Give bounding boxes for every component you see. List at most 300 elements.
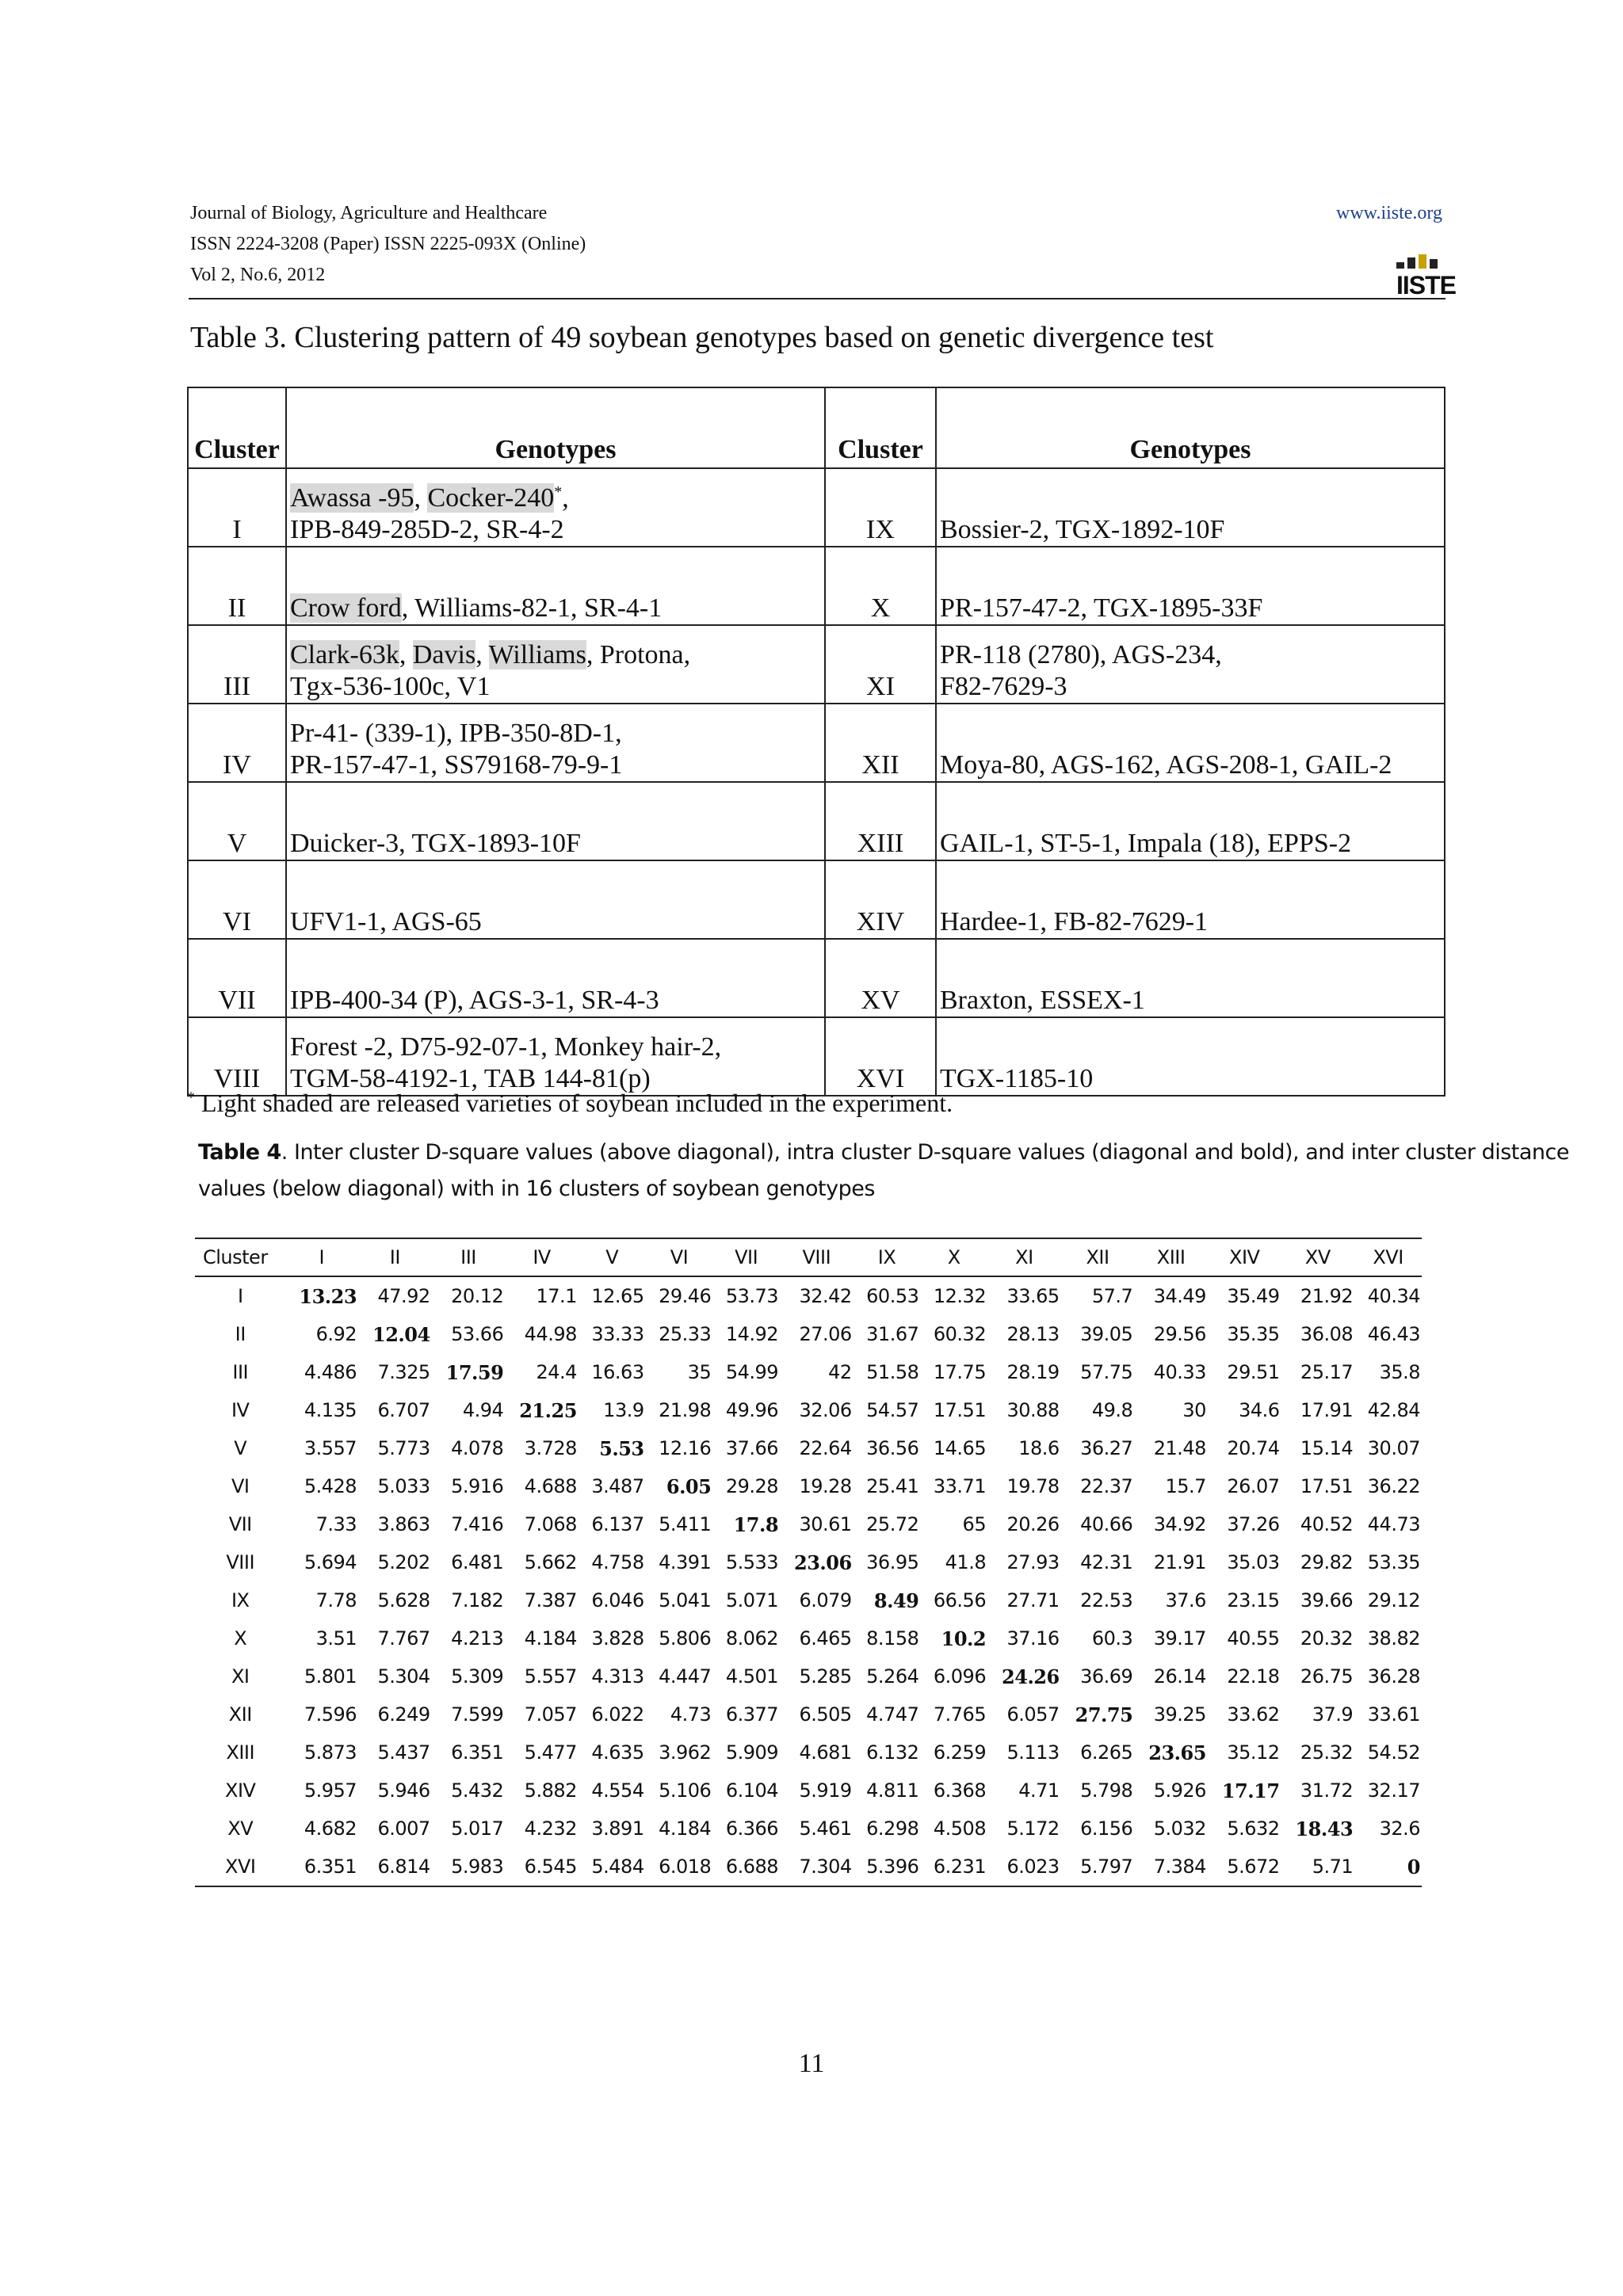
table4-cell: 6.057 bbox=[1006, 1703, 1060, 1726]
table4-cell: 5.957 bbox=[304, 1779, 357, 1802]
table4-cell: 5.172 bbox=[1006, 1817, 1060, 1840]
table4-cell: 14.65 bbox=[933, 1437, 987, 1459]
header-divider bbox=[189, 298, 1445, 299]
table4-row-label: I bbox=[237, 1285, 243, 1307]
journal-title: Journal of Biology, Agriculture and Healthcare bbox=[190, 203, 548, 223]
table3-genotypes-cell: Crow ford, Williams-82-1, SR-4-1 bbox=[286, 547, 825, 625]
table4-col-header: II bbox=[358, 1238, 432, 1276]
table3-cluster-cell: IV bbox=[188, 704, 286, 782]
table4-cell: 6.023 bbox=[987, 1848, 1061, 1886]
table4-cell: 4.447 bbox=[659, 1665, 712, 1688]
table4-cell: 60.3 bbox=[1091, 1627, 1133, 1650]
table4-cell: 4.184 bbox=[659, 1817, 712, 1840]
table4-cell: 17.1 bbox=[536, 1285, 577, 1307]
table4-caption-text: . Inter cluster D-square values (above diagonal), intra cluster D-square values (diagonal and bold), and inter cluster distance values (below diagonal) with in 16 clusters of soybean genotypes bbox=[198, 1140, 1569, 1201]
table4-cell: 4.501 bbox=[725, 1665, 779, 1688]
table4-cell: 6.104 bbox=[725, 1779, 779, 1802]
table4-diagonal-cell: 17.59 bbox=[445, 1360, 504, 1384]
journal-header bbox=[190, 198, 586, 291]
table4-cell: 5.017 bbox=[451, 1817, 504, 1840]
table4-diagonal-cell: 5.53 bbox=[599, 1436, 644, 1460]
table3-cluster-cell: XIV bbox=[825, 860, 936, 939]
table4-cell: 6.707 bbox=[377, 1399, 430, 1421]
table4-cell: 5.202 bbox=[377, 1551, 430, 1573]
table4-col-header: I bbox=[285, 1238, 358, 1276]
table4-cell: 42 bbox=[828, 1361, 852, 1383]
table4-row bbox=[195, 1505, 1422, 1543]
table4-cell: 20.74 bbox=[1227, 1437, 1280, 1459]
table4-cell: 33.65 bbox=[1006, 1285, 1060, 1307]
table4-cell: 39.05 bbox=[1080, 1323, 1133, 1345]
table3-cluster-cell: VIII bbox=[188, 1017, 286, 1096]
table4-cell: 40.55 bbox=[1227, 1627, 1280, 1650]
table4-cell: 6.007 bbox=[377, 1817, 430, 1840]
table4-cell: 5.628 bbox=[377, 1589, 430, 1611]
table4-cell: 46.43 bbox=[1367, 1323, 1420, 1345]
table4-row bbox=[195, 1695, 1422, 1733]
table4-cell: 5.304 bbox=[377, 1665, 430, 1688]
table4-cell: 21.98 bbox=[659, 1399, 712, 1421]
table4-row bbox=[195, 1276, 1422, 1315]
table4-cell: 38.82 bbox=[1367, 1627, 1420, 1650]
table4-cell: 53.73 bbox=[725, 1285, 779, 1307]
table4-diagonal-cell: 12.04 bbox=[372, 1322, 430, 1346]
table4-cell: 34.92 bbox=[1153, 1513, 1206, 1535]
table4-cell: 5.926 bbox=[1153, 1779, 1206, 1802]
table4-cell: 5.396 bbox=[854, 1848, 921, 1886]
table4-cell: 5.632 bbox=[1227, 1817, 1280, 1840]
table4-cell: 5.919 bbox=[799, 1779, 852, 1802]
table3-cluster-cell: V bbox=[188, 782, 286, 860]
table4-cell: 33.71 bbox=[933, 1475, 987, 1497]
table4-cell: 66.56 bbox=[933, 1589, 987, 1611]
table4-diagonal-cell: 8.49 bbox=[873, 1589, 919, 1612]
table4-diagonal-cell: 13.23 bbox=[299, 1284, 357, 1308]
table3-genotypes-cell: Hardee-1, FB-82-7629-1 bbox=[936, 860, 1445, 939]
table4-cell: 29.82 bbox=[1300, 1551, 1354, 1573]
table4-row-label: III bbox=[232, 1361, 249, 1383]
table4-cell: 36.27 bbox=[1080, 1437, 1133, 1459]
table4-cell: 5.806 bbox=[659, 1627, 712, 1650]
table4-cell: 33.62 bbox=[1227, 1703, 1280, 1726]
table4-cell: 5.773 bbox=[377, 1437, 430, 1459]
footnote-mark: * bbox=[187, 1089, 195, 1107]
table4-cell: 6.156 bbox=[1080, 1817, 1133, 1840]
table4-cell: 29.12 bbox=[1367, 1589, 1420, 1611]
table3-genotypes-cell: UFV1-1, AGS-65 bbox=[286, 860, 825, 939]
table4-cell: 65 bbox=[962, 1513, 987, 1535]
table4-cell: 17.75 bbox=[933, 1361, 987, 1383]
table4-cell: 4.554 bbox=[591, 1779, 644, 1802]
table4-cell: 6.92 bbox=[315, 1323, 357, 1345]
table4-cell: 35.03 bbox=[1227, 1551, 1280, 1573]
table4-cell: 33.33 bbox=[591, 1323, 644, 1345]
table4-cell: 13.9 bbox=[603, 1399, 644, 1421]
table4-cell: 27.71 bbox=[1006, 1589, 1060, 1611]
table4-col-header: X bbox=[920, 1238, 987, 1276]
table4-cell: 16.63 bbox=[591, 1361, 644, 1383]
table4-cell: 6.259 bbox=[933, 1741, 987, 1764]
table4-caption bbox=[198, 1135, 1569, 1207]
table3-genotypes-cell: TGX-1185-10 bbox=[936, 1017, 1445, 1096]
table3-cluster-cell: XI bbox=[825, 625, 936, 704]
page-number: 11 bbox=[798, 2049, 825, 2078]
table4-col-header: XIII bbox=[1134, 1238, 1208, 1276]
table3-row bbox=[188, 625, 1445, 704]
table4-cell: 7.057 bbox=[524, 1703, 577, 1726]
table4-diagonal-cell: 10.2 bbox=[941, 1627, 987, 1650]
journal-header-right bbox=[1336, 198, 1457, 306]
table4-cell: 3.51 bbox=[315, 1627, 357, 1650]
table4-cell: 6.351 bbox=[285, 1848, 358, 1886]
table4-cell: 37.16 bbox=[1006, 1627, 1060, 1650]
table4-cell: 49.96 bbox=[725, 1399, 779, 1421]
table4-cell: 3.962 bbox=[659, 1741, 712, 1764]
table3-cluster-cell: X bbox=[825, 547, 936, 625]
table4-cell: 12.65 bbox=[591, 1285, 644, 1307]
table4-cell: 6.688 bbox=[712, 1848, 780, 1886]
table3-genotypes-cell: Pr-41- (339-1), IPB-350-8D-1, PR-157-47-1, SS79168-79-9-1 bbox=[286, 704, 825, 782]
table3-genotypes-cell: IPB-400-34 (P), AGS-3-1, SR-4-3 bbox=[286, 939, 825, 1017]
table4-row bbox=[195, 1429, 1422, 1467]
table4-cell: 5.309 bbox=[451, 1665, 504, 1688]
table4-cell: 7.384 bbox=[1134, 1848, 1208, 1886]
table3-genotypes-cell: PR-157-47-2, TGX-1895-33F bbox=[936, 547, 1445, 625]
table4-cell: 51.58 bbox=[866, 1361, 919, 1383]
table4-cell: 6.249 bbox=[377, 1703, 430, 1726]
table4-cell: 17.91 bbox=[1300, 1399, 1354, 1421]
table4-cell: 20.32 bbox=[1300, 1627, 1354, 1650]
table4-header-row bbox=[195, 1238, 1422, 1276]
table3-header-genotypes-right: Genotypes bbox=[936, 387, 1445, 468]
table4-cell: 20.26 bbox=[1006, 1513, 1060, 1535]
table4-cell: 5.041 bbox=[659, 1589, 712, 1611]
table4-cell: 3.863 bbox=[377, 1513, 430, 1535]
table4-diagonal-cell: 27.75 bbox=[1075, 1703, 1133, 1726]
table4-cell: 5.801 bbox=[304, 1665, 357, 1688]
table4-cell: 5.033 bbox=[377, 1475, 430, 1497]
table4-cell: 36.56 bbox=[866, 1437, 919, 1459]
table4-cell: 12.16 bbox=[659, 1437, 712, 1459]
table4-row-label: XV bbox=[227, 1817, 254, 1840]
table4-cell: 3.828 bbox=[591, 1627, 644, 1650]
table4-cell: 5.477 bbox=[524, 1741, 577, 1764]
table3-row bbox=[188, 860, 1445, 939]
table3-genotypes-cell: GAIL-1, ST-5-1, Impala (18), EPPS-2 bbox=[936, 782, 1445, 860]
table4-row bbox=[195, 1772, 1422, 1810]
table4-cell: 5.694 bbox=[304, 1551, 357, 1573]
table3-genotypes-cell: Clark-63k, Davis, Williams, Protona, Tgx-536-100c, V1 bbox=[286, 625, 825, 704]
table4-cell: 12.32 bbox=[933, 1285, 987, 1307]
table4-cell: 5.798 bbox=[1080, 1779, 1133, 1802]
table4-cell: 6.505 bbox=[799, 1703, 852, 1726]
table4-cell: 35.12 bbox=[1227, 1741, 1280, 1764]
table4-col-header: IV bbox=[505, 1238, 579, 1276]
table3-cluster-cell: XV bbox=[825, 939, 936, 1017]
table4-row bbox=[195, 1848, 1422, 1886]
table4-cell: 7.387 bbox=[524, 1589, 577, 1611]
table4-cell: 5.032 bbox=[1153, 1817, 1206, 1840]
table4-cell: 49.8 bbox=[1091, 1399, 1133, 1421]
table4-cell: 5.946 bbox=[377, 1779, 430, 1802]
table4-cell: 5.882 bbox=[524, 1779, 577, 1802]
table4-cell: 5.71 bbox=[1281, 1848, 1355, 1886]
table4-cell: 47.92 bbox=[377, 1285, 430, 1307]
table4-cell: 4.508 bbox=[933, 1817, 987, 1840]
table3-cluster-cell: XVI bbox=[825, 1017, 936, 1096]
table4-diagonal-cell: 6.05 bbox=[666, 1474, 712, 1498]
table4-cell: 4.747 bbox=[866, 1703, 919, 1726]
table4-cell: 24.4 bbox=[536, 1361, 577, 1383]
table4-row bbox=[195, 1543, 1422, 1581]
table3-row bbox=[188, 1017, 1445, 1096]
table3-row bbox=[188, 468, 1445, 547]
table4-cell: 31.72 bbox=[1300, 1779, 1354, 1802]
table4-cell: 39.25 bbox=[1153, 1703, 1206, 1726]
table4-cell: 35.35 bbox=[1227, 1323, 1280, 1345]
table4-cell: 37.6 bbox=[1165, 1589, 1206, 1611]
table3-cluster-cell: VII bbox=[188, 939, 286, 1017]
table4-cell: 17.51 bbox=[933, 1399, 987, 1421]
table4-cell: 6.096 bbox=[933, 1665, 987, 1688]
table4-row bbox=[195, 1810, 1422, 1848]
table4-cell: 3.487 bbox=[591, 1475, 644, 1497]
table4-cell: 4.135 bbox=[304, 1399, 357, 1421]
table4-cell: 21.92 bbox=[1300, 1285, 1354, 1307]
table4-cell: 4.078 bbox=[451, 1437, 504, 1459]
logo-bars-icon bbox=[1396, 253, 1442, 269]
table4-cell: 22.64 bbox=[799, 1437, 852, 1459]
table4-cell: 5.797 bbox=[1061, 1848, 1135, 1886]
table4-row-label: IX bbox=[231, 1589, 250, 1611]
table4-row bbox=[195, 1391, 1422, 1429]
table4-cell: 5.264 bbox=[866, 1665, 919, 1688]
table3-cluster-cell: I bbox=[188, 468, 286, 547]
table4-cell: 6.046 bbox=[591, 1589, 644, 1611]
table4-cell: 44.73 bbox=[1367, 1513, 1420, 1535]
table4-row-label: XIII bbox=[226, 1741, 255, 1764]
table3-genotypes-cell: Braxton, ESSEX-1 bbox=[936, 939, 1445, 1017]
table4-cell: 4.391 bbox=[659, 1551, 712, 1573]
table4-cell: 7.416 bbox=[451, 1513, 504, 1535]
table4-cell: 36.22 bbox=[1367, 1475, 1420, 1497]
table3-cluster-cell: II bbox=[188, 547, 286, 625]
table4-col-header: XIV bbox=[1208, 1238, 1281, 1276]
table4-row-label: VII bbox=[228, 1513, 252, 1535]
table4-caption-label: Table 4 bbox=[198, 1140, 281, 1165]
table4-header-corner: Cluster bbox=[195, 1238, 285, 1276]
table3 bbox=[187, 387, 1445, 1097]
table4-cell: 57.75 bbox=[1080, 1361, 1133, 1383]
table3-genotypes-cell: Awassa -95, Cocker-240*, IPB-849-285D-2, SR-4-2 bbox=[286, 468, 825, 547]
table4-cell: 35.49 bbox=[1227, 1285, 1280, 1307]
table4-row bbox=[195, 1353, 1422, 1391]
table4-cell: 6.465 bbox=[799, 1627, 852, 1650]
table3-cluster-cell: IX bbox=[825, 468, 936, 547]
table4-cell: 7.068 bbox=[524, 1513, 577, 1535]
journal-volume: Vol 2, No.6, 2012 bbox=[190, 265, 326, 285]
table4-cell: 34.49 bbox=[1153, 1285, 1206, 1307]
table4-cell: 6.481 bbox=[451, 1551, 504, 1573]
table4-cell: 5.916 bbox=[451, 1475, 504, 1497]
table4-cell: 42.84 bbox=[1367, 1399, 1420, 1421]
table4-cell: 5.484 bbox=[579, 1848, 646, 1886]
table4-cell: 30.88 bbox=[1006, 1399, 1060, 1421]
table4-row-label: V bbox=[234, 1437, 247, 1459]
table4-cell: 54.52 bbox=[1367, 1741, 1420, 1764]
table4-diagonal-cell: 23.65 bbox=[1148, 1741, 1206, 1764]
table4-cell: 40.52 bbox=[1300, 1513, 1354, 1535]
table4-cell: 8.062 bbox=[725, 1627, 779, 1650]
table4-cell: 7.182 bbox=[451, 1589, 504, 1611]
table4-cell: 8.158 bbox=[866, 1627, 919, 1650]
table4-cell: 7.599 bbox=[451, 1703, 504, 1726]
iiste-logo bbox=[1396, 253, 1457, 300]
table3-genotypes-cell: Moya-80, AGS-162, AGS-208-1, GAIL-2 bbox=[936, 704, 1445, 782]
table4-cell: 37.66 bbox=[725, 1437, 779, 1459]
table4-cell: 4.758 bbox=[591, 1551, 644, 1573]
table4-col-header: XV bbox=[1281, 1238, 1355, 1276]
table4-cell: 3.557 bbox=[304, 1437, 357, 1459]
table3-cluster-cell: XII bbox=[825, 704, 936, 782]
table4-cell: 5.411 bbox=[659, 1513, 712, 1535]
table3-header-row bbox=[188, 387, 1445, 468]
table4-cell: 6.231 bbox=[920, 1848, 987, 1886]
table4-cell: 6.079 bbox=[799, 1589, 852, 1611]
table4-row-label: X bbox=[234, 1627, 247, 1650]
table4-cell: 54.99 bbox=[725, 1361, 779, 1383]
table4-cell: 4.184 bbox=[524, 1627, 577, 1650]
table4-row bbox=[195, 1315, 1422, 1353]
table4-row-label: VIII bbox=[226, 1551, 255, 1573]
table3-row bbox=[188, 939, 1445, 1017]
table4-cell: 5.437 bbox=[377, 1741, 430, 1764]
table4-cell: 26.07 bbox=[1227, 1475, 1280, 1497]
table4-cell: 36.69 bbox=[1080, 1665, 1133, 1688]
table4-cell: 7.596 bbox=[304, 1703, 357, 1726]
table4-col-header: III bbox=[432, 1238, 506, 1276]
table4-cell: 7.767 bbox=[377, 1627, 430, 1650]
table4-cell: 26.14 bbox=[1153, 1665, 1206, 1688]
table4-cell: 28.13 bbox=[1006, 1323, 1060, 1345]
table3-header-genotypes-left: Genotypes bbox=[286, 387, 825, 468]
table4-cell: 53.66 bbox=[451, 1323, 504, 1345]
table4-cell: 4.213 bbox=[451, 1627, 504, 1650]
table4-cell: 4.232 bbox=[524, 1817, 577, 1840]
table4-diagonal-cell: 23.06 bbox=[794, 1550, 852, 1574]
table4-col-header: VIII bbox=[780, 1238, 854, 1276]
table4-cell: 5.113 bbox=[1006, 1741, 1060, 1764]
table4-cell: 32.42 bbox=[799, 1285, 852, 1307]
table4-col-header: XVI bbox=[1354, 1238, 1422, 1276]
journal-url-link[interactable]: www.iiste.org bbox=[1336, 203, 1442, 223]
table4-col-header: V bbox=[579, 1238, 646, 1276]
table4-cell: 26.75 bbox=[1300, 1665, 1354, 1688]
table4-cell: 18.6 bbox=[1018, 1437, 1060, 1459]
table4-row bbox=[195, 1619, 1422, 1657]
table4-cell: 25.17 bbox=[1300, 1361, 1354, 1383]
table4-cell: 4.635 bbox=[591, 1741, 644, 1764]
table4-cell: 4.71 bbox=[1018, 1779, 1060, 1802]
table4-cell: 23.15 bbox=[1227, 1589, 1280, 1611]
table4-cell: 30 bbox=[1182, 1399, 1206, 1421]
table4-cell: 37.9 bbox=[1312, 1703, 1354, 1726]
table3-row bbox=[188, 782, 1445, 860]
table4-cell: 6.814 bbox=[358, 1848, 432, 1886]
table4-cell: 5.983 bbox=[432, 1848, 506, 1886]
table4-cell: 35.8 bbox=[1379, 1361, 1420, 1383]
table4-cell: 6.022 bbox=[591, 1703, 644, 1726]
table4-cell: 4.688 bbox=[524, 1475, 577, 1497]
table3-header-cluster-left: Cluster bbox=[188, 387, 286, 468]
table4-cell: 31.67 bbox=[866, 1323, 919, 1345]
table3-genotypes-cell: PR-118 (2780), AGS-234, F82-7629-3 bbox=[936, 625, 1445, 704]
table4-cell: 4.486 bbox=[304, 1361, 357, 1383]
table4-cell: 7.304 bbox=[780, 1848, 854, 1886]
table4-cell: 5.461 bbox=[799, 1817, 852, 1840]
table4-row-label: XIV bbox=[225, 1779, 256, 1802]
table4-cell: 60.53 bbox=[866, 1285, 919, 1307]
table4-cell: 29.51 bbox=[1227, 1361, 1280, 1383]
table4-cell: 36.28 bbox=[1367, 1665, 1420, 1688]
table4-cell: 40.34 bbox=[1367, 1285, 1420, 1307]
table4-cell: 5.662 bbox=[524, 1551, 577, 1573]
table4-row-label: II bbox=[235, 1323, 246, 1345]
table3-genotypes-cell: Forest -2, D75-92-07-1, Monkey hair-2, TGM-58-4192-1, TAB 144-81(p) bbox=[286, 1017, 825, 1096]
table4-col-header: IX bbox=[854, 1238, 921, 1276]
table4-cell: 22.37 bbox=[1080, 1475, 1133, 1497]
table4-cell: 4.73 bbox=[670, 1703, 712, 1726]
table4-col-header: XII bbox=[1061, 1238, 1135, 1276]
table4-cell: 6.368 bbox=[933, 1779, 987, 1802]
table4-diagonal-cell: 21.25 bbox=[519, 1398, 577, 1422]
table4-cell: 5.909 bbox=[725, 1741, 779, 1764]
table4-cell: 22.53 bbox=[1080, 1589, 1133, 1611]
table4-row bbox=[195, 1733, 1422, 1772]
table4-row bbox=[195, 1467, 1422, 1505]
table4-cell: 6.377 bbox=[725, 1703, 779, 1726]
table4-cell: 32.06 bbox=[799, 1399, 852, 1421]
table4-row-label: XII bbox=[228, 1703, 252, 1726]
table4 bbox=[195, 1238, 1422, 1887]
table4-col-header: XI bbox=[987, 1238, 1061, 1276]
footnote-text: Light shaded are released varieties of soybean included in the experiment. bbox=[195, 1089, 953, 1117]
table4-cell: 37.26 bbox=[1227, 1513, 1280, 1535]
table4-row-label: XI bbox=[231, 1665, 250, 1688]
table4-cell: 25.32 bbox=[1300, 1741, 1354, 1764]
table3-caption: Table 3. Clustering pattern of 49 soybean genotypes based on genetic divergence test bbox=[190, 321, 1214, 354]
table4-cell: 6.545 bbox=[505, 1848, 579, 1886]
table4-cell: 29.28 bbox=[725, 1475, 779, 1497]
table3-genotypes-cell: Bossier-2, TGX-1892-10F bbox=[936, 468, 1445, 547]
table3-genotypes-cell: Duicker-3, TGX-1893-10F bbox=[286, 782, 825, 860]
table4-cell: 3.891 bbox=[591, 1817, 644, 1840]
table4-row bbox=[195, 1581, 1422, 1619]
table4-cell: 4.811 bbox=[866, 1779, 919, 1802]
table4-diagonal-cell: 17.8 bbox=[733, 1512, 779, 1536]
table4-cell: 5.428 bbox=[304, 1475, 357, 1497]
table4-diagonal-cell: 18.43 bbox=[1295, 1817, 1354, 1840]
table4-cell: 57.7 bbox=[1091, 1285, 1133, 1307]
table4-cell: 28.19 bbox=[1006, 1361, 1060, 1383]
table4-cell: 4.313 bbox=[591, 1665, 644, 1688]
table4-cell: 5.106 bbox=[659, 1779, 712, 1802]
table4-cell: 4.681 bbox=[799, 1741, 852, 1764]
table4-cell: 14.92 bbox=[725, 1323, 779, 1345]
table4-cell: 7.765 bbox=[933, 1703, 987, 1726]
table4-cell: 27.06 bbox=[799, 1323, 852, 1345]
table4-diagonal-cell: 17.17 bbox=[1221, 1779, 1280, 1802]
